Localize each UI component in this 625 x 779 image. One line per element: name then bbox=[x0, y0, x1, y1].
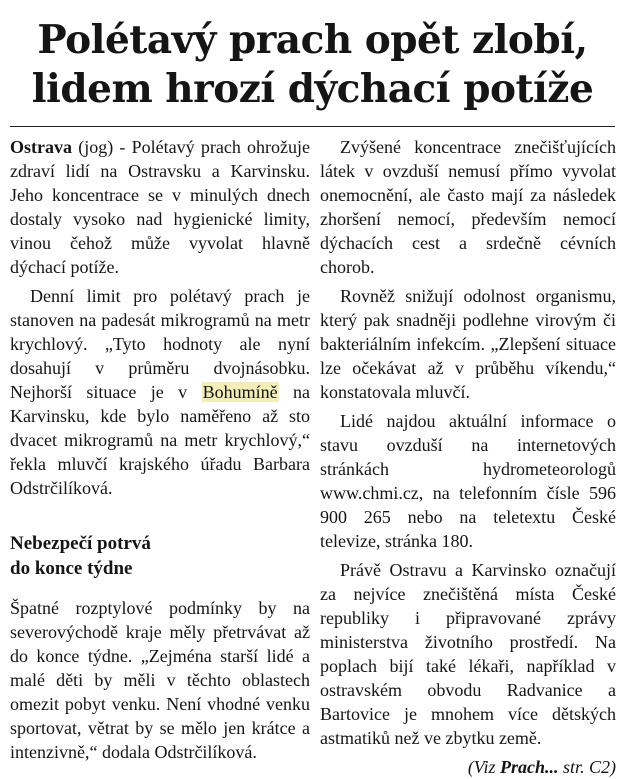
paragraph-2 bbox=[10, 284, 310, 500]
article-column-right bbox=[320, 135, 616, 779]
paragraph-1-text: Polétavý prach ohrožuje zdraví lidí na Ostravsku a Karvinsku. Jeho koncentrace se v minulých dnech dostaly vysoko nad hygienické limity, vinou čehož může vyvolat hlavně dýchací potíže. bbox=[10, 137, 311, 277]
paragraph-6: Lidé najdou aktuální informace o stavu ovzduší na internetových stránkách hydrometeorologů www.chmi.cz, na telefonním čísle 596 900 265 nebo na teletextu České televize, stránka 180. bbox=[320, 411, 616, 551]
subheading-line-1: Nebezpečí potrvá bbox=[10, 533, 151, 554]
paragraph-intro bbox=[10, 135, 310, 279]
headline-line-2: lidem hrozí dýchací potíže bbox=[31, 66, 594, 112]
continuation-page: str. C2) bbox=[558, 757, 616, 777]
byline: (jog) - bbox=[72, 137, 132, 157]
paragraph-2-text-a: Denní limit pro polétavý prach je stanoven na padesát mikrogramů na metr krychlový. „Tyto hodnoty ale nyní dosahují v průměru dvojnásobku. Nejhorší situace je v bbox=[10, 286, 310, 402]
headline bbox=[10, 16, 615, 114]
paragraph-7: Právě Ostravu a Karvinsko označují za nejvíce znečištěná místa České republiky i připravované zprávy ministerstva životního prostředí. Na poplach bijí také lékaři, například v ostravském obvodu Radvanice a Bartovice je mnohem více dětských astmatiků než ve zbytku země. bbox=[320, 560, 616, 748]
article-column-left bbox=[10, 135, 310, 769]
continuation-reference bbox=[320, 755, 616, 779]
continuation-title: Prach... bbox=[499, 757, 559, 777]
headline-divider bbox=[10, 126, 615, 127]
subheading bbox=[10, 531, 310, 581]
paragraph-4: Zvýšené koncentrace znečišťujících látek v ovzduší nemusí přímo vyvolat onemocnění, ale často mají za následek zhoršení nemocí, především nemocí dýchacích cest a srdečně cévních chorob. bbox=[320, 137, 616, 277]
dateline-location: Ostrava bbox=[10, 137, 72, 157]
continuation-prefix: (Viz bbox=[467, 757, 500, 777]
paragraph-5: Rovněž snižují odolnost organismu, který pak snadněji podlehne virovým či bakteriálním infekcím. „Zlepšení situace lze očekávat až v průběhu víkendu,“ konstatovala mluvčí. bbox=[320, 286, 616, 402]
paragraph-2-text-b: na Karvinsku, kde bylo naměřeno až sto dvacet mikrogramů na metr krychlový,“ řekla mluvčí krajského úřadu Barbara Odstrčilíková. bbox=[10, 382, 310, 498]
paragraph-3: Špatné rozptylové podmínky by na severovýchodě kraje měly přetrvávat až do konce týdne. „Zejména starší lidé a malé děti by měli v těchto oblastech omezit pobyt venku. Není vhodné venku sportovat, větrat by se mělo jen krátce a intenzivně,“ dodala Odstrčilíková. bbox=[10, 598, 310, 762]
highlighted-place-name: Bohumíně bbox=[202, 382, 278, 402]
subheading-line-2: do konce týdne bbox=[10, 558, 133, 579]
headline-line-1: Polétavý prach opět zlobí, bbox=[37, 17, 588, 63]
